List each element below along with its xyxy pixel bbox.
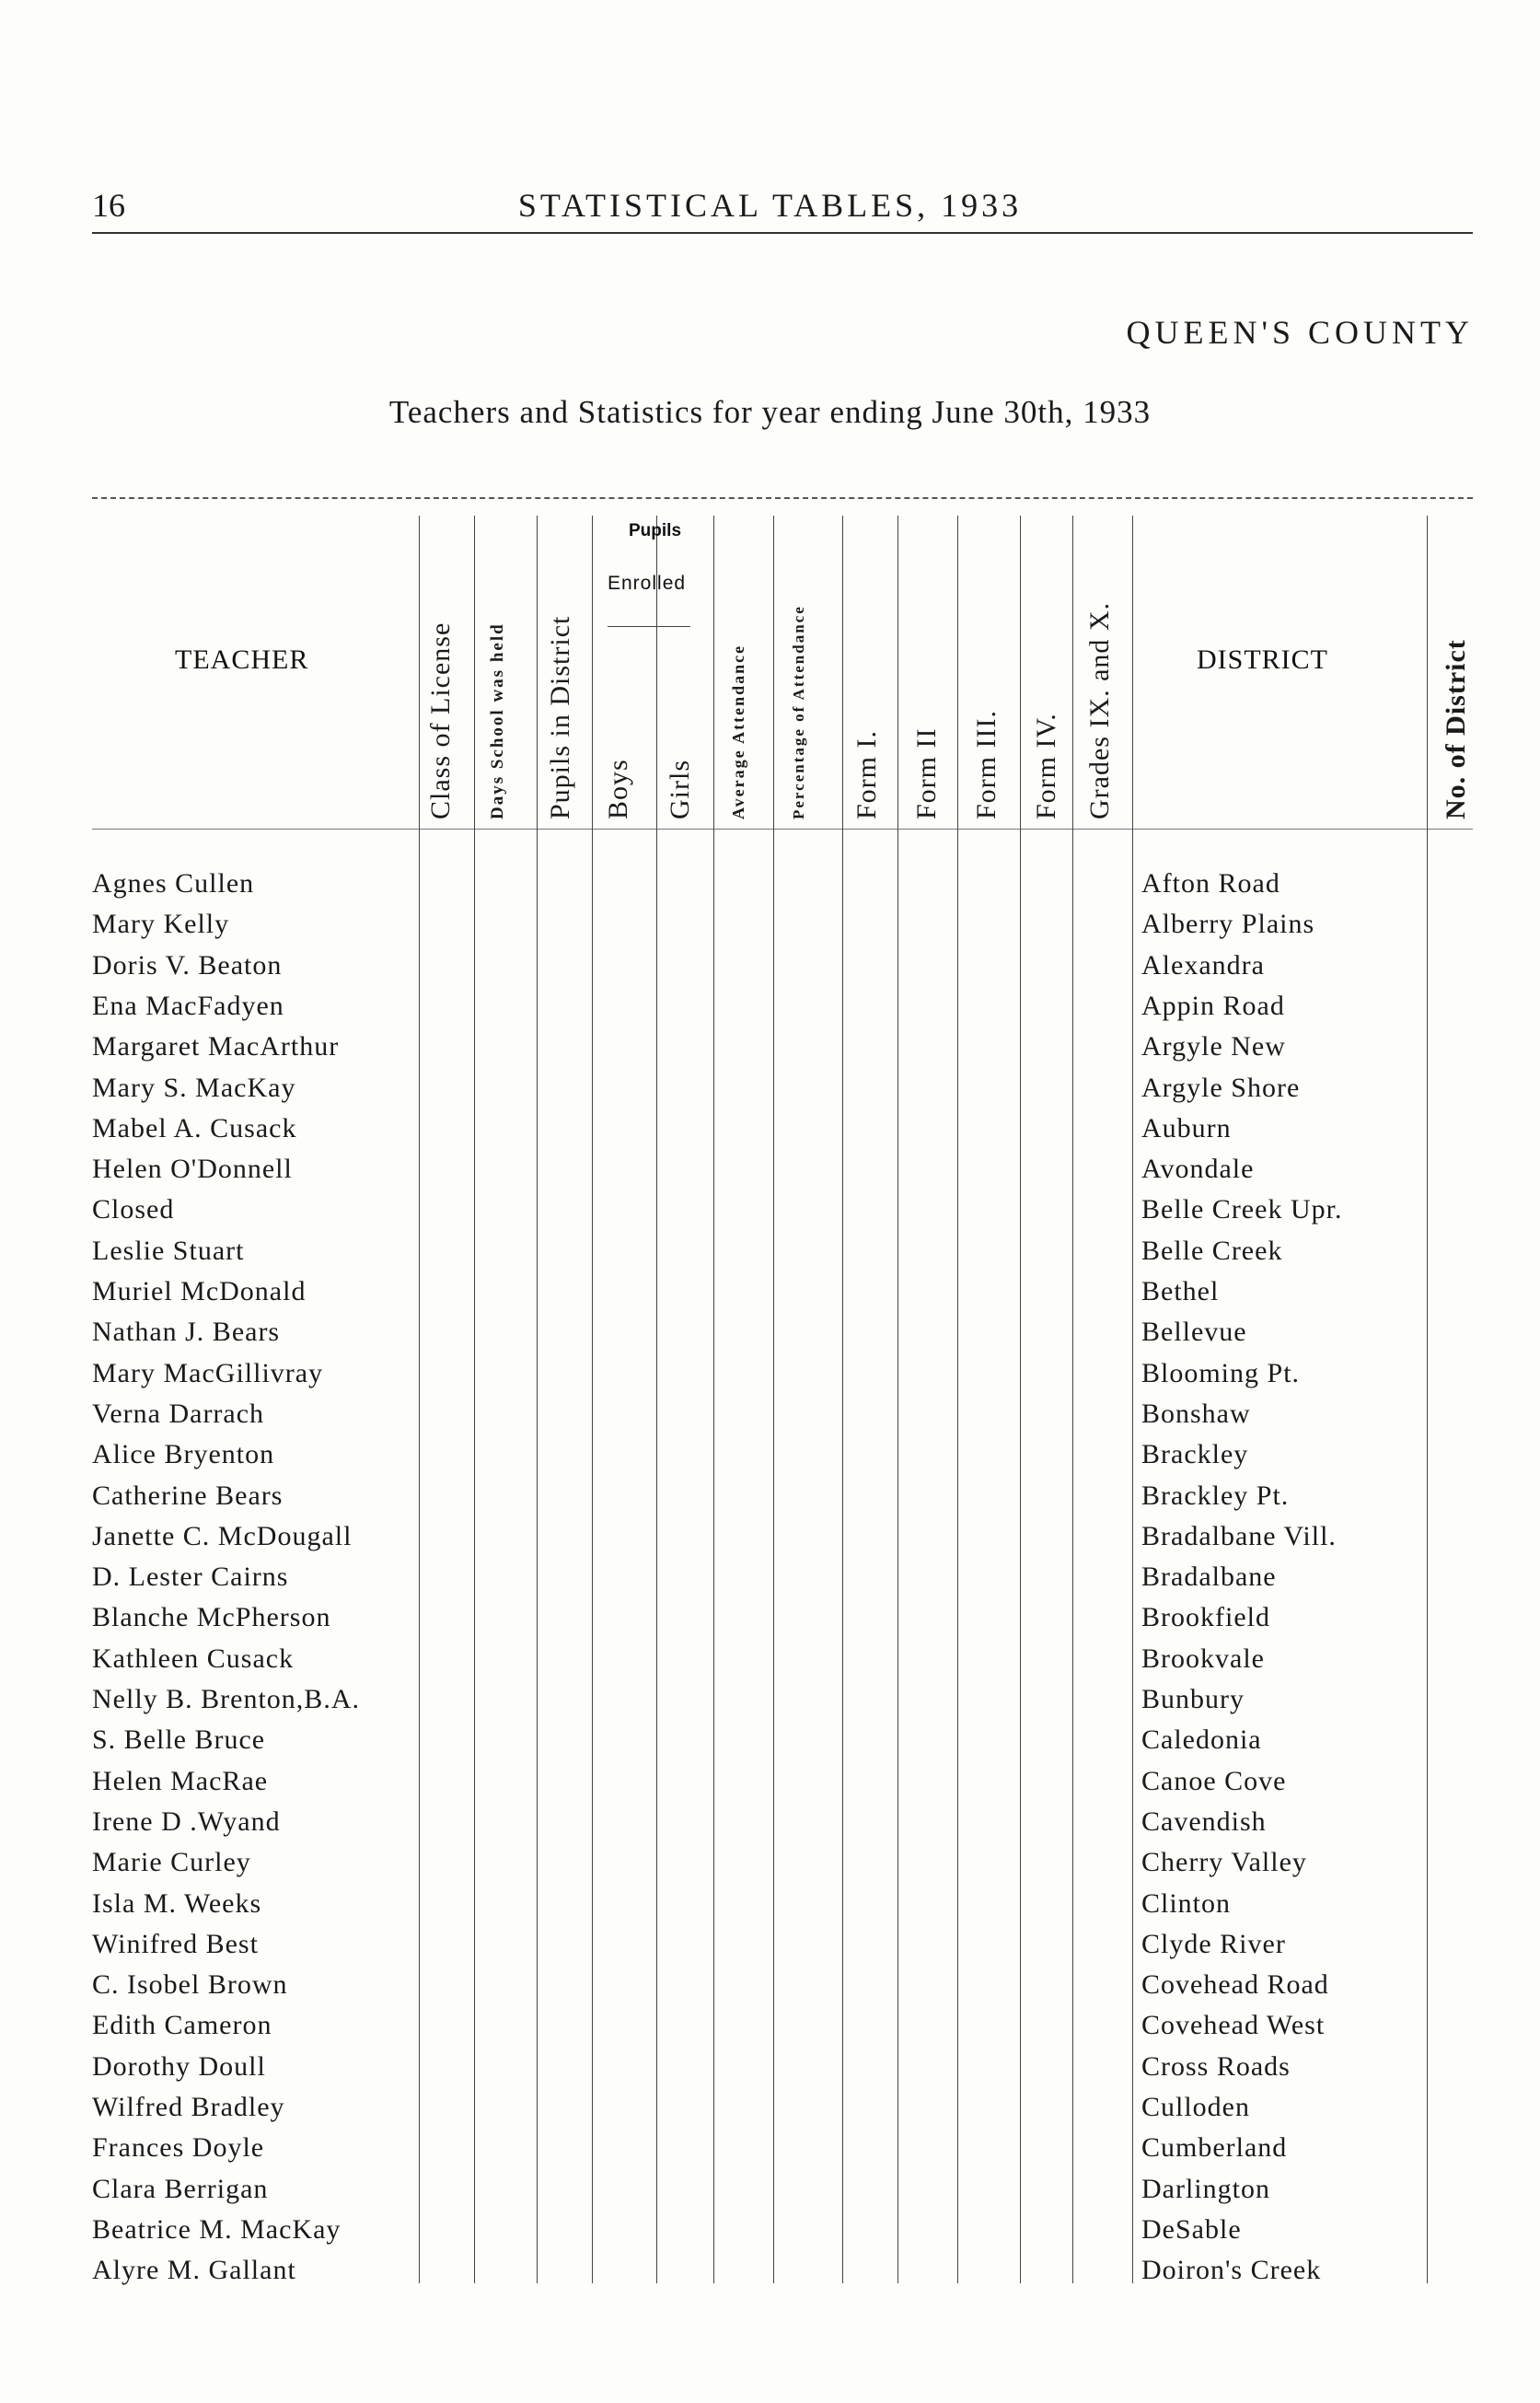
head-rule — [92, 232, 1473, 234]
cell-teacher: Frances Doyle — [92, 2132, 265, 2164]
cell-district: Blooming Pt. — [1141, 1357, 1301, 1388]
average-attendance-header: Average Attendance — [729, 644, 747, 819]
girls-header: Girls — [665, 760, 695, 819]
column-divider — [537, 516, 538, 2283]
column-divider — [1020, 516, 1021, 2283]
column-divider — [474, 516, 475, 2283]
column-divider — [656, 516, 657, 2283]
form3-header: Form III. — [971, 710, 1002, 819]
cell-teacher: Doris V. Beaton — [92, 949, 283, 981]
column-divider — [957, 516, 958, 2283]
page-number: 16 — [92, 187, 125, 224]
column-divider — [592, 516, 593, 2283]
cell-teacher: Janette C. McDougall — [92, 1520, 353, 1551]
cell-teacher: Beatrice M. MacKay — [92, 2213, 342, 2245]
cell-district: Cumberland — [1141, 2132, 1288, 2164]
cell-teacher: Leslie Stuart — [92, 1235, 245, 1266]
form1-header: Form I. — [851, 730, 882, 819]
form4-header: Form IV. — [1031, 713, 1061, 819]
cell-teacher: Mary Kelly — [92, 909, 230, 940]
cell-teacher: Clara Berrigan — [92, 2173, 269, 2204]
cell-teacher: Closed — [92, 1194, 175, 1225]
cell-teacher: C. Isobel Brown — [92, 1969, 288, 2001]
cell-district: Cross Roads — [1141, 2050, 1291, 2082]
cell-teacher: Ena MacFadyen — [92, 990, 284, 1021]
teacher-header: TEACHER — [175, 644, 309, 675]
cell-district: Bradalbane Vill. — [1141, 1520, 1337, 1551]
cell-district: Afton Road — [1141, 868, 1280, 899]
cell-teacher: Blanche McPherson — [92, 1602, 331, 1633]
cell-teacher: Helen MacRae — [92, 1765, 269, 1796]
grades-header: Grades IX. and X. — [1084, 601, 1115, 819]
boys-header: Boys — [603, 759, 633, 819]
cell-teacher: Alice Bryenton — [92, 1439, 275, 1470]
cell-district: Cavendish — [1141, 1805, 1267, 1837]
district-header: DISTRICT — [1197, 644, 1328, 675]
enrolled-rule — [608, 626, 690, 627]
cell-district: Bunbury — [1141, 1684, 1245, 1714]
cell-district: Brookfield — [1141, 1602, 1270, 1633]
cell-teacher: Muriel McDonald — [92, 1276, 307, 1306]
cell-teacher: Dorothy Doull — [92, 2050, 266, 2082]
cell-district: Clyde River — [1141, 1928, 1286, 1959]
column-divider — [897, 516, 898, 2283]
table-subtitle: Teachers and Statistics for year ending June 30th, 1933 — [388, 394, 1152, 430]
cell-district: Cherry Valley — [1141, 1847, 1307, 1878]
cell-district: Covehead West — [1141, 2010, 1326, 2041]
running-head: STATISTICAL TABLES, 1933 — [517, 187, 1023, 224]
cell-district: DeSable — [1141, 2213, 1242, 2245]
cell-teacher: Helen O'Donnell — [92, 1154, 293, 1185]
cell-district: Brackley — [1141, 1439, 1249, 1470]
cell-teacher: Mary MacGillivray — [92, 1357, 324, 1388]
cell-district: Canoe Cove — [1141, 1765, 1287, 1796]
column-divider — [419, 516, 420, 2283]
cell-district: Doiron's Creek — [1141, 2255, 1322, 2286]
cell-teacher: Nelly B. Brenton,B.A. — [92, 1684, 360, 1714]
no-of-district-header: No. of District — [1441, 639, 1471, 819]
cell-district: Brackley Pt. — [1141, 1480, 1290, 1511]
cell-district: Belle Creek — [1141, 1235, 1283, 1266]
cell-district: Avondale — [1141, 1154, 1255, 1185]
form2-header: Form II — [911, 727, 942, 819]
column-divider — [773, 516, 774, 2283]
cell-teacher: Irene D .Wyand — [92, 1805, 281, 1837]
cell-district: Darlington — [1141, 2173, 1270, 2204]
cell-district: Alberry Plains — [1141, 909, 1315, 940]
column-divider — [1072, 516, 1073, 2283]
cell-district: Argyle Shore — [1141, 1072, 1301, 1103]
column-divider — [1132, 516, 1133, 2283]
cell-district: Belle Creek Upr. — [1141, 1194, 1343, 1225]
cell-teacher: Margaret MacArthur — [92, 1031, 340, 1062]
cell-teacher: D. Lester Cairns — [92, 1561, 289, 1593]
cell-district: Appin Road — [1141, 990, 1285, 1021]
cell-district: Covehead Road — [1141, 1969, 1329, 2001]
pupils-in-district-header: Pupils in District — [545, 615, 575, 819]
county-title: QUEEN'S COUNTY — [1126, 314, 1474, 351]
column-divider — [713, 516, 714, 2283]
cell-district: Bonshaw — [1141, 1398, 1251, 1429]
cell-teacher: Edith Cameron — [92, 2010, 272, 2041]
column-divider — [842, 516, 843, 2283]
pupils-enrolled-header: Pupils — [629, 521, 682, 540]
percentage-attendance-header: Percentage of Attendance — [790, 605, 807, 819]
cell-teacher: Mary S. MacKay — [92, 1072, 296, 1103]
cell-teacher: Marie Curley — [92, 1847, 251, 1878]
pupils-enrolled-header-2: Enrolled — [608, 573, 687, 594]
cell-district: Caledonia — [1141, 1724, 1262, 1756]
cell-teacher: Verna Darrach — [92, 1398, 265, 1429]
cell-teacher: S. Belle Bruce — [92, 1724, 266, 1756]
cell-district: Clinton — [1141, 1887, 1232, 1919]
cell-teacher: Catherine Bears — [92, 1480, 284, 1511]
cell-district: Bradalbane — [1141, 1561, 1277, 1593]
cell-district: Argyle New — [1141, 1031, 1286, 1062]
cell-teacher: Agnes Cullen — [92, 868, 255, 899]
column-divider — [1427, 516, 1428, 2283]
cell-district: Brookvale — [1141, 1643, 1265, 1674]
cell-district: Culloden — [1141, 2092, 1250, 2122]
class-of-license-header: Class of License — [425, 621, 456, 819]
header-bottom-rule — [92, 829, 1473, 830]
cell-teacher: Wilfred Bradley — [92, 2092, 285, 2122]
cell-teacher: Kathleen Cusack — [92, 1643, 295, 1674]
cell-district: Bellevue — [1141, 1317, 1247, 1348]
days-school-held-header: Days School was held — [488, 622, 507, 819]
cell-teacher: Alyre M. Gallant — [92, 2255, 296, 2286]
cell-district: Alexandra — [1141, 949, 1265, 981]
cell-district: Auburn — [1141, 1112, 1232, 1143]
table-top-rule — [92, 497, 1473, 499]
cell-teacher: Mabel A. Cusack — [92, 1112, 297, 1143]
cell-teacher: Nathan J. Bears — [92, 1317, 281, 1348]
cell-district: Bethel — [1141, 1276, 1220, 1306]
cell-teacher: Isla M. Weeks — [92, 1887, 262, 1919]
cell-teacher: Winifred Best — [92, 1928, 259, 1959]
